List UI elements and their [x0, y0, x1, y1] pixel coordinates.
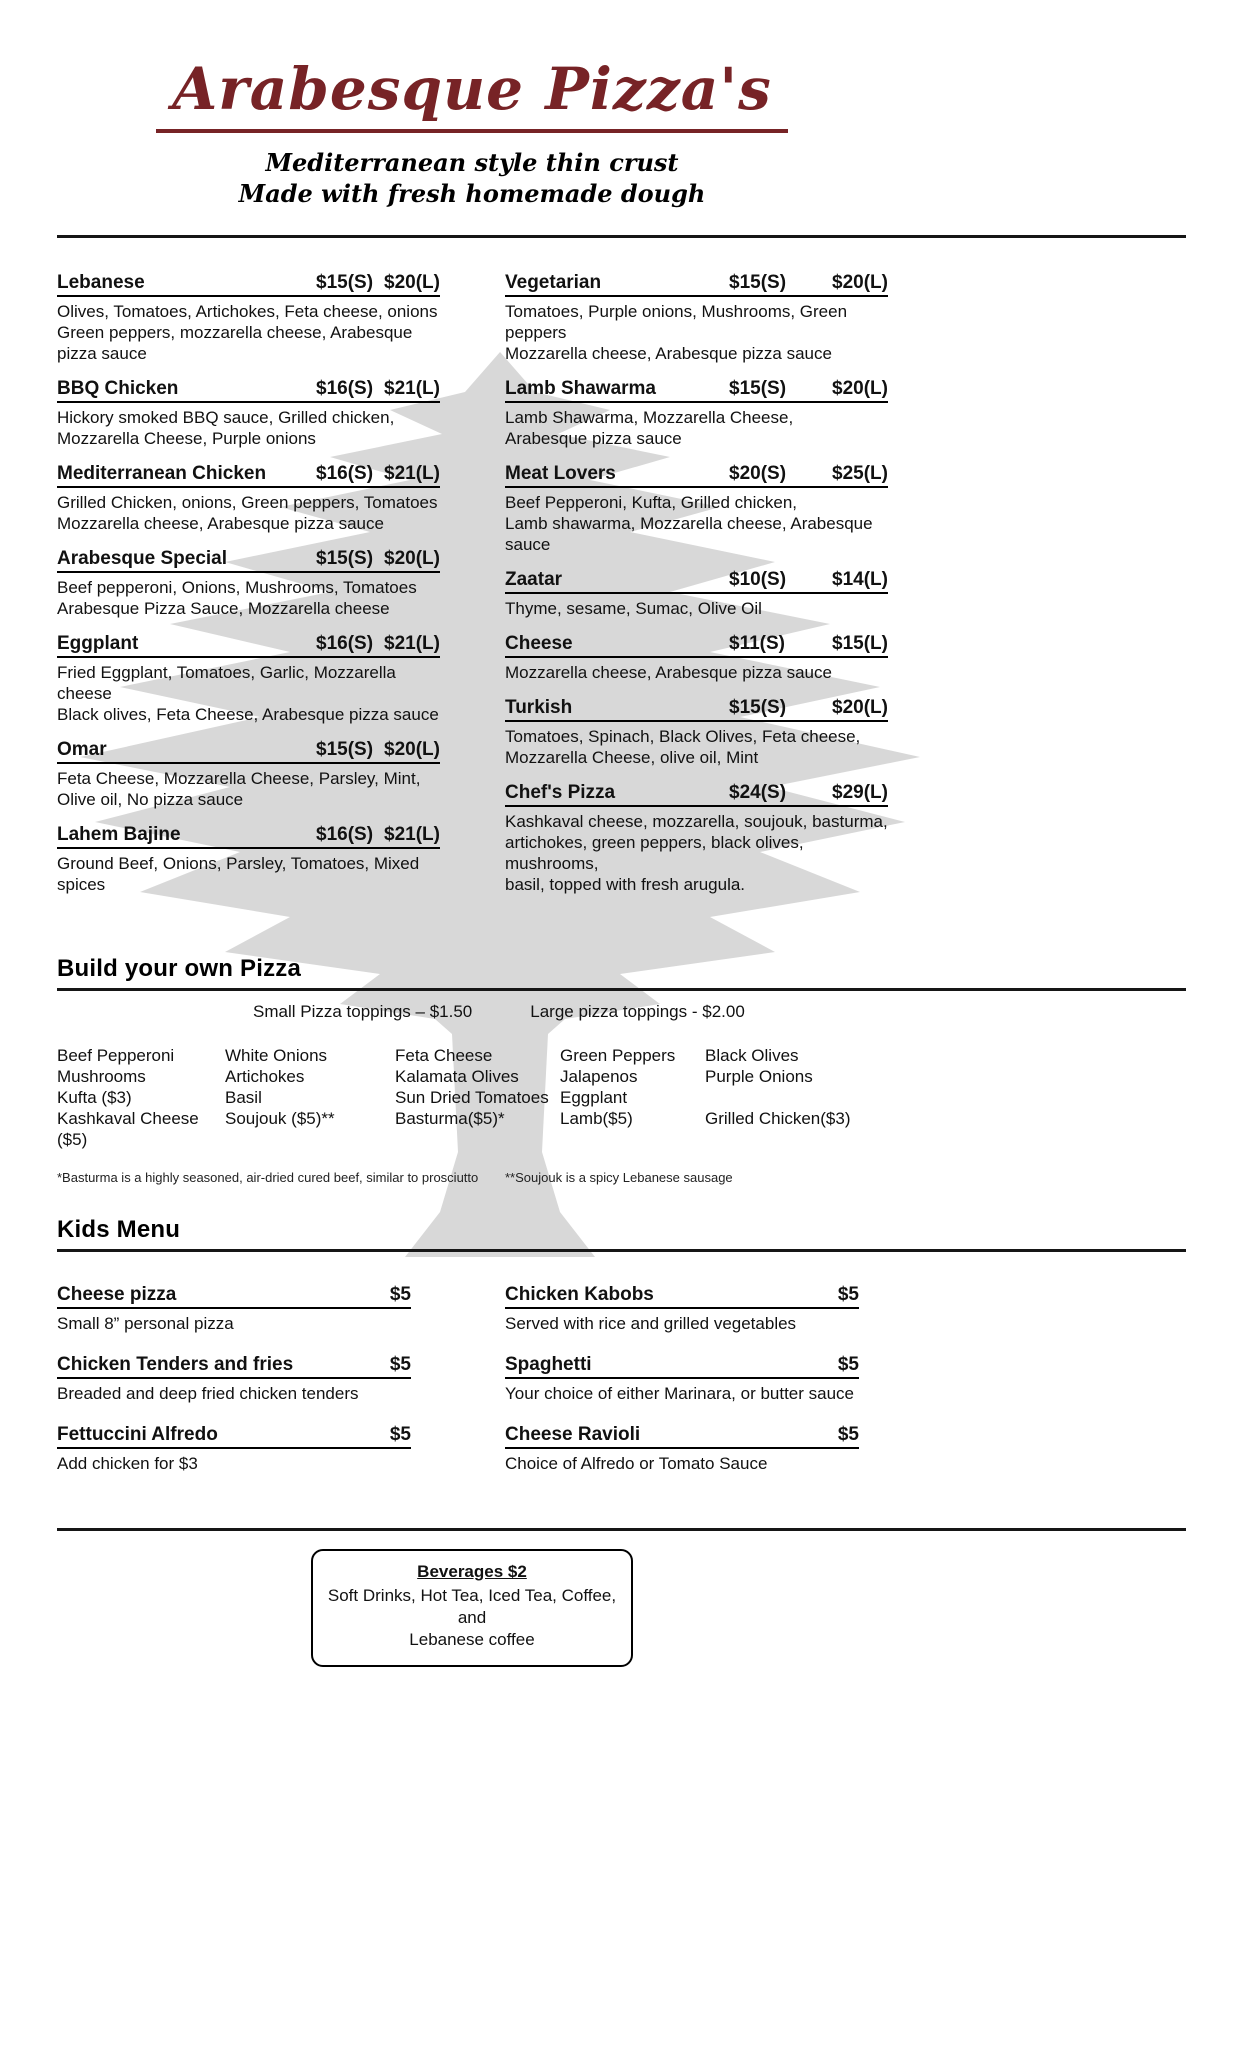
pizza-item-lahem-bajine: [57, 824, 440, 895]
price-small: $15(S): [729, 378, 787, 399]
item-prices: [729, 272, 888, 294]
kids-item-cheese-ravioli: [505, 1424, 859, 1474]
toppings-grid: [57, 1045, 887, 1150]
item-header: [505, 1424, 859, 1449]
item-desc-line: Arabesque pizza sauce: [505, 429, 682, 448]
beverages-line-2: Lebanese coffee: [409, 1630, 535, 1649]
item-name: Lahem Bajine: [57, 824, 181, 845]
pizza-item-bbq-chicken: [57, 378, 440, 449]
item-header: [57, 272, 440, 297]
item-name: Turkish: [505, 697, 573, 718]
price-large: $14(L): [832, 569, 888, 590]
price-large: $21(L): [384, 633, 440, 654]
topping: Jalapenos: [560, 1067, 638, 1086]
item-name: Chef's Pizza: [505, 782, 616, 803]
item-desc-line: Mozzarella cheese, Arabesque pizza sauce: [57, 514, 384, 533]
item-name: Omar: [57, 739, 107, 760]
topping: Soujouk ($5)**: [225, 1109, 335, 1128]
basturma-footnote: *Basturma is a highly seasoned, air-dried cured beef, similar to prosciutto: [57, 1170, 479, 1185]
item-name: Vegetarian: [505, 272, 602, 293]
item-desc-line: Olive oil, No pizza sauce: [57, 790, 244, 809]
item-header: [505, 569, 888, 594]
item-desc-line: Black olives, Feta Cheese, Arabesque pizza sauce: [57, 705, 439, 724]
item-desc-line: Mozzarella cheese, Arabesque pizza sauce: [505, 663, 832, 682]
tagline-line-2: Made with fresh homemade dough: [238, 179, 706, 208]
item-desc-line: Served with rice and grilled vegetables: [505, 1314, 797, 1333]
topping: Kufta ($3): [57, 1088, 132, 1107]
price-large: $21(L): [384, 378, 440, 399]
price-small: $11(S): [729, 633, 785, 654]
item-desc-line: artichokes, green peppers, black olives, mushrooms,: [505, 833, 804, 873]
kids-menu-heading: Kids Menu: [57, 1216, 1186, 1252]
price-small: $20(S): [729, 463, 787, 484]
item-header: [57, 1284, 411, 1309]
item-prices: [316, 548, 440, 570]
item-prices: [316, 463, 440, 485]
kids-item-chicken-kabobs: [505, 1284, 859, 1334]
price-small: $15(S): [729, 697, 787, 718]
menu-header: [57, 0, 887, 209]
item-prices: [316, 739, 440, 761]
beverages-box: [311, 1549, 633, 1667]
footer-divider: [57, 1528, 1186, 1531]
topping: Kalamata Olives: [395, 1067, 519, 1086]
price-small: $16(S): [316, 463, 374, 484]
item-price: $5: [389, 1424, 411, 1445]
price-large: $20(L): [384, 548, 440, 569]
topping: Beef Pepperoni: [57, 1046, 175, 1065]
item-desc-line: Choice of Alfredo or Tomato Sauce: [505, 1454, 768, 1473]
item-desc-line: Tomatoes, Purple onions, Mushrooms, Green peppers: [505, 302, 848, 342]
price-small: $15(S): [316, 272, 374, 293]
topping: Lamb($5): [560, 1109, 633, 1128]
price-large: $20(L): [384, 739, 440, 760]
item-price: $5: [837, 1354, 859, 1375]
kids-item-fettuccini-alfredo: [57, 1424, 411, 1474]
topping: Purple Onions: [705, 1067, 813, 1086]
price-small: $15(S): [316, 548, 374, 569]
pizza-column-left: [57, 272, 440, 909]
item-header: [505, 463, 888, 488]
topping: Sun Dried Tomatoes: [395, 1088, 549, 1107]
item-desc-line: Lamb Shawarma, Mozzarella Cheese,: [505, 408, 794, 427]
item-header: [57, 739, 440, 764]
item-name: Mediterranean Chicken: [57, 463, 267, 484]
topping: Eggplant: [560, 1088, 628, 1107]
item-header: [57, 548, 440, 573]
pizza-menu: [57, 272, 888, 909]
pizza-item-meat-lovers: [505, 463, 888, 555]
item-desc-line: Grilled Chicken, onions, Green peppers, Tomatoes: [57, 493, 438, 512]
item-desc-line: Feta Cheese, Mozzarella Cheese, Parsley, Mint,: [57, 769, 421, 788]
item-desc-line: Beef pepperoni, Onions, Mushrooms, Tomatoes: [57, 578, 417, 597]
item-price: $5: [389, 1284, 411, 1305]
price-large: $15(L): [832, 633, 888, 654]
price-small: $16(S): [316, 824, 374, 845]
pizza-item-cheese: [505, 633, 888, 683]
item-desc-line: Mozzarella cheese, Arabesque pizza sauce: [505, 344, 832, 363]
tagline-line-1: Mediterranean style thin crust: [265, 148, 679, 177]
pizza-item-omar: [57, 739, 440, 810]
price-large: $21(L): [384, 824, 440, 845]
build-your-own-heading: Build your own Pizza: [57, 955, 1186, 991]
item-desc-line: Beef Pepperoni, Kufta, Grilled chicken,: [505, 493, 797, 512]
price-large: $29(L): [832, 782, 888, 803]
item-name: Meat Lovers: [505, 463, 616, 484]
item-desc-line: Green peppers, mozzarella cheese, Arabesque pizza sauce: [57, 323, 413, 363]
item-prices: [729, 463, 888, 485]
topping: Grilled Chicken($3): [705, 1109, 851, 1128]
beverages-line-1: Soft Drinks, Hot Tea, Iced Tea, Coffee, and: [327, 1586, 617, 1627]
large-toppings-price: Large pizza toppings - $2.00: [530, 1002, 745, 1021]
item-name: Chicken Tenders and fries: [57, 1354, 294, 1375]
item-header: [57, 824, 440, 849]
item-header: [57, 1354, 411, 1379]
item-desc-line: Thyme, sesame, Sumac, Olive Oil: [505, 599, 762, 618]
item-name: Eggplant: [57, 633, 139, 654]
kids-item-spaghetti: [505, 1354, 859, 1404]
restaurant-title: Arabesque Pizza's: [156, 54, 788, 133]
item-desc-line: Your choice of either Marinara, or butter sauce: [505, 1384, 855, 1403]
item-desc-line: Kashkaval cheese, mozzarella, soujouk, basturma,: [505, 812, 888, 831]
item-prices: [729, 378, 888, 400]
item-header: [57, 633, 440, 658]
item-name: Lebanese: [57, 272, 145, 293]
item-desc-line: Fried Eggplant, Tomatoes, Garlic, Mozzarella cheese: [57, 663, 396, 703]
kids-item-chicken-tenders: [57, 1354, 411, 1404]
item-header: [57, 1424, 411, 1449]
item-desc-line: Mozzarella Cheese, Purple onions: [57, 429, 316, 448]
item-name: Spaghetti: [505, 1354, 592, 1375]
topping: Black Olives: [705, 1046, 799, 1065]
item-desc-line: Tomatoes, Spinach, Black Olives, Feta cheese,: [505, 727, 861, 746]
item-desc-line: Hickory smoked BBQ sauce, Grilled chicken,: [57, 408, 395, 427]
price-small: $15(S): [316, 739, 374, 760]
item-header: [505, 782, 888, 807]
item-price: $5: [837, 1284, 859, 1305]
item-header: [505, 1284, 859, 1309]
kids-column-right: [505, 1284, 859, 1494]
item-header: [505, 272, 888, 297]
item-prices: [316, 272, 440, 294]
price-large: $20(L): [832, 697, 888, 718]
topping: Artichokes: [225, 1067, 305, 1086]
topping: White Onions: [225, 1046, 328, 1065]
item-name: Arabesque Special: [57, 548, 228, 569]
kids-menu: [57, 1284, 1186, 1494]
pizza-item-eggplant: [57, 633, 440, 725]
pizza-item-arabesque-special: [57, 548, 440, 619]
item-desc-line: Ground Beef, Onions, Parsley, Tomatoes, Mixed spices: [57, 854, 420, 894]
item-name: BBQ Chicken: [57, 378, 179, 399]
small-toppings-price: Small Pizza toppings – $1.50: [253, 1002, 473, 1021]
item-desc-line: basil, topped with fresh arugula.: [505, 875, 746, 894]
item-prices: [316, 378, 440, 400]
item-name: Fettuccini Alfredo: [57, 1424, 218, 1445]
item-header: [57, 378, 440, 403]
item-header: [505, 697, 888, 722]
toppings-footnotes: [57, 1170, 1186, 1186]
item-prices: [729, 782, 888, 804]
kids-column-left: [57, 1284, 411, 1494]
item-prices: [316, 824, 440, 846]
item-desc-line: Small 8” personal pizza: [57, 1314, 234, 1333]
topping: Mushrooms: [57, 1067, 146, 1086]
price-large: $20(L): [832, 378, 888, 399]
item-header: [505, 1354, 859, 1379]
price-large: $21(L): [384, 463, 440, 484]
item-name: Chicken Kabobs: [505, 1284, 654, 1305]
menu-content: [57, 0, 1186, 1667]
item-price: $5: [389, 1354, 411, 1375]
price-small: $10(S): [729, 569, 787, 590]
item-header: [57, 463, 440, 488]
topping: Basil: [225, 1088, 262, 1107]
pizza-item-mediterranean-chicken: [57, 463, 440, 534]
soujouk-footnote: **Soujouk is a spicy Lebanese sausage: [505, 1170, 733, 1185]
pizza-item-vegetarian: [505, 272, 888, 364]
price-large: $20(L): [832, 272, 888, 293]
price-small: $16(S): [316, 378, 374, 399]
toppings-pricing-note: [57, 1001, 1186, 1023]
price-large: $20(L): [384, 272, 440, 293]
item-header: [505, 378, 888, 403]
item-desc-line: Lamb shawarma, Mozzarella cheese, Arabesque sauce: [505, 514, 873, 554]
item-name: Cheese pizza: [57, 1284, 177, 1305]
pizza-item-turkish: [505, 697, 888, 768]
topping: Kashkaval Cheese ($5): [57, 1109, 199, 1149]
item-price: $5: [837, 1424, 859, 1445]
item-desc-line: Mozzarella Cheese, olive oil, Mint: [505, 748, 759, 767]
pizza-item-lebanese: [57, 272, 440, 364]
topping: Basturma($5)*: [395, 1109, 505, 1128]
item-desc-line: Add chicken for $3: [57, 1454, 198, 1473]
pizza-item-chefs-pizza: [505, 782, 888, 895]
pizza-column-right: [505, 272, 888, 909]
item-header: [505, 633, 888, 658]
price-small: $15(S): [729, 272, 787, 293]
item-prices: [729, 633, 888, 655]
topping: Green Peppers: [560, 1046, 676, 1065]
price-small: $16(S): [316, 633, 374, 654]
tagline: [57, 147, 887, 209]
price-large: $25(L): [832, 463, 888, 484]
topping: [705, 1087, 887, 1108]
item-name: Lamb Shawarma: [505, 378, 656, 399]
item-prices: [316, 633, 440, 655]
item-name: Cheese: [505, 633, 573, 654]
item-prices: [729, 569, 888, 591]
item-name: Zaatar: [505, 569, 563, 590]
header-divider: [57, 235, 1186, 238]
item-desc-line: Olives, Tomatoes, Artichokes, Feta cheese, onions: [57, 302, 438, 321]
item-desc-line: Breaded and deep fried chicken tenders: [57, 1384, 359, 1403]
topping: Feta Cheese: [395, 1046, 493, 1065]
item-name: Cheese Ravioli: [505, 1424, 641, 1445]
pizza-item-zaatar: [505, 569, 888, 619]
kids-item-cheese-pizza: [57, 1284, 411, 1334]
price-small: $24(S): [729, 782, 787, 803]
beverages-title: Beverages $2: [417, 1562, 527, 1581]
pizza-item-lamb-shawarma: [505, 378, 888, 449]
item-desc-line: Arabesque Pizza Sauce, Mozzarella cheese: [57, 599, 390, 618]
item-prices: [729, 697, 888, 719]
